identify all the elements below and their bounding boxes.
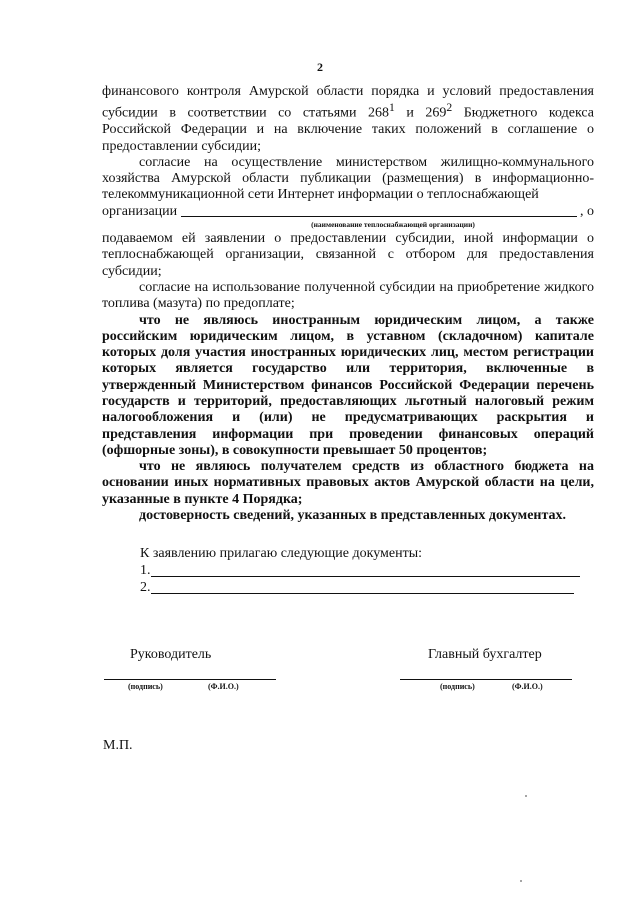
attachment-field-1[interactable] bbox=[151, 563, 581, 577]
attachments-section bbox=[140, 545, 580, 596]
chief-accountant-title: Главный бухгалтер bbox=[428, 647, 542, 662]
page-number: 2 bbox=[317, 60, 323, 74]
organization-tail: , о bbox=[580, 203, 594, 219]
paragraph-application-info: подаваемом ей заявлении о предоставлении субсидии, иной информации о теплоснабжающей организации, связанной с отбором для предоставления субсидии; bbox=[102, 231, 594, 279]
attachments-heading: К заявлению прилагаю следующие документы: bbox=[140, 546, 423, 561]
head-title: Руководитель bbox=[130, 647, 212, 662]
scan-speck bbox=[525, 795, 527, 797]
chief-accountant-signature-line[interactable] bbox=[400, 678, 572, 680]
scan-speck bbox=[520, 880, 522, 882]
attachment-number: 2. bbox=[140, 580, 151, 595]
chief-accountant-name-caption: (Ф.И.О.) bbox=[512, 682, 543, 691]
attachment-field-2[interactable] bbox=[151, 580, 575, 594]
paragraph-data-accuracy: достоверность сведений, указанных в представленных документах. bbox=[139, 508, 567, 524]
organization-caption: (наименование теплоснабжающей организации) bbox=[311, 220, 475, 230]
head-signature-line[interactable] bbox=[104, 678, 276, 680]
stamp-place: М.П. bbox=[103, 738, 133, 753]
attachment-row-1 bbox=[140, 562, 580, 579]
document-body bbox=[102, 84, 594, 524]
organization-label: организации bbox=[102, 203, 178, 219]
head-signature-caption: (подпись) bbox=[128, 682, 163, 691]
attachment-row-2 bbox=[140, 579, 580, 596]
paragraph-fuel-consent: согласие на использование полученной субсидии на приобретение жидкого топлива (мазута) по предоплате; bbox=[102, 279, 594, 312]
chief-accountant-signature-caption: (подпись) bbox=[440, 682, 475, 691]
organization-fill-row bbox=[102, 204, 594, 220]
head-name-caption: (Ф.И.О.) bbox=[208, 682, 239, 691]
paragraph-not-foreign-entity: что не являюсь иностранным юридическим лицом, а также российским юридическим лицом, в уставном (складочном) капитале которых доля участия иностранных юридических лиц, местом регистрации которых является государство или территория, включенные в утвержденный Министерством финансов Российской Федерации перечень государств и территорий, предоставляющих льготный налоговый режим налогообложения и (или) не предусматривающих раскрытия и представления информации при проведении финансовых операций (офшорные зоны), в совокупности превышает 50 процентов; bbox=[102, 312, 594, 458]
organization-name-field[interactable] bbox=[181, 204, 577, 217]
attachment-number: 1. bbox=[140, 563, 151, 578]
paragraph-publication-consent: согласие на осуществление министерством жилищно-коммунального хозяйства Амурской области публикации (размещения) в информационно-телекоммуникационной сети Интернет информации о теплоснабжающей bbox=[102, 154, 594, 203]
paragraph-not-budget-recipient: что не являюсь получателем средств из областного бюджета на основании иных нормативных правовых актов Амурской области на цели, указанные в пункте 4 Порядка; bbox=[102, 459, 594, 507]
paragraph-financial-control: финансового контроля Амурской области порядка и условий предоставления субсидии в соответствии со статьями $268^1$ и $269^2$ Бюджетного кодекса Российской Федерации и на включение таких положений в соглашение о предоставлении субсидии; bbox=[102, 84, 594, 154]
